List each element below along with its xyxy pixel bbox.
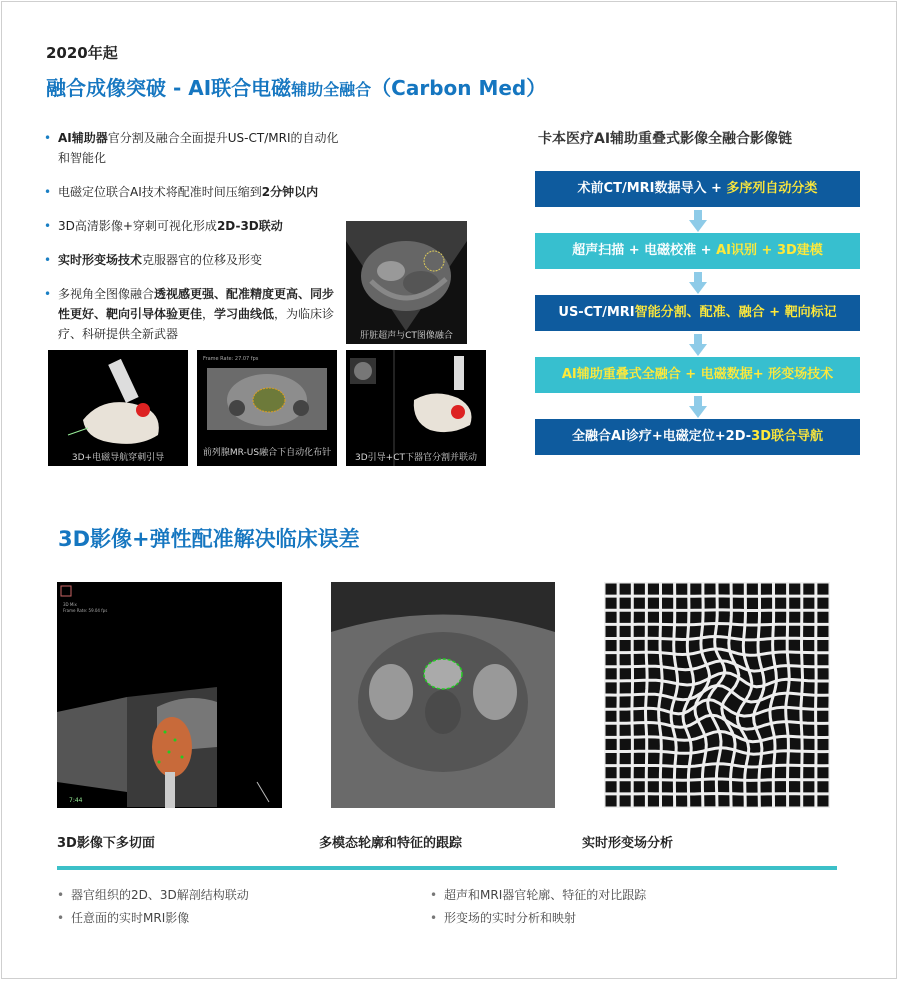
prostate-fusion-image [197, 350, 337, 466]
feature-list [44, 128, 344, 358]
deformation-grid-graphic [604, 582, 830, 808]
right-points [430, 884, 646, 930]
bullet-icon: • [430, 911, 438, 925]
image-caption: 3D影像下多切面 [57, 836, 155, 851]
grid-line [604, 794, 830, 795]
list-item: • 器官组织的2D、3D解剖结构联动 [57, 884, 249, 907]
bullet-icon: • [44, 185, 52, 199]
list-item: • 形变场的实时分析和映射 [430, 907, 646, 930]
page-title: 融合成像突破 - AI联合电磁辅助全融合（Carbon Med） [46, 76, 547, 100]
arrow-down-icon [689, 334, 707, 356]
chain-title: 卡本医疗AI辅助重叠式影像全融合影像链 [538, 131, 793, 147]
bullet-icon: • [430, 888, 438, 902]
mri-tracking-image [331, 582, 555, 808]
chain-step-2: 超声扫描 + 电磁校准 + AI识别 + 3D建模 [535, 233, 860, 269]
depth-readout: 7:44 [69, 797, 83, 804]
bullet-icon: • [57, 888, 65, 902]
chain-step-1: 术前CT/MRI数据导入 + 多序列自动分类 [535, 171, 860, 207]
image-meta: Frame Rate: 27.07 fps [203, 356, 259, 362]
em-nav-image [48, 350, 188, 466]
grid-line [801, 582, 803, 808]
arrow-down-icon [689, 396, 707, 418]
arrow-down-icon [689, 210, 707, 232]
liver-fusion-image [346, 221, 467, 344]
multi-plane-graphic [57, 582, 282, 808]
bullet-icon: • [57, 911, 65, 925]
list-item: • 超声和MRI器官轮廓、特征的对比跟踪 [430, 884, 646, 907]
bullet-icon: • [44, 219, 52, 233]
grid-line [786, 582, 790, 808]
section-title: 3D影像+弹性配准解决临床误差 [58, 527, 360, 551]
image-caption: 实时形变场分析 [582, 836, 674, 851]
year-label: 2020年起 [46, 44, 118, 62]
mri-contour-graphic [331, 582, 555, 808]
image-caption: 肝脏超声与CT图像融合 [360, 331, 453, 341]
ultrasound-ct-graphic [346, 221, 467, 344]
chain-step-5: 全融合AI诊疗+电磁定位+2D-3D联合导航 [535, 419, 860, 455]
list-item: • 实时形变场技术克服器官的位移及形变 [44, 250, 344, 270]
image-caption: 前列腺MR-US融合下自动化布针 [202, 448, 332, 458]
ct-seg-image [346, 350, 486, 466]
chain-step-3: US-CT/MRI智能分割、配准、融合 + 靶向标记 [535, 295, 860, 331]
bullet-icon: • [44, 131, 52, 145]
bullet-icon: • [44, 253, 52, 267]
list-item: • AI辅助器官分割及融合全面提升US-CT/MRI的自动化和智能化 [44, 128, 344, 168]
multi-plane-image [57, 582, 282, 808]
chain-step-4: AI辅助重叠式全融合 + 电磁数据+ 形变场技术 [535, 357, 860, 393]
pelvis-3d-graphic [48, 350, 188, 466]
image-caption: 3D引导+CT下器官分割并联动 [355, 453, 477, 463]
list-item: • 任意面的实时MRI影像 [57, 907, 249, 930]
arrow-down-icon [689, 272, 707, 294]
image-caption: 3D+电磁导航穿刺引导 [71, 453, 165, 463]
grid-line [604, 779, 830, 781]
divider [57, 866, 837, 870]
list-item: • 电磁定位联合AI技术将配准时间压缩到2分钟以内 [44, 182, 344, 202]
bullet-icon: • [44, 287, 52, 301]
image-caption: 多模态轮廓和特征的跟踪 [319, 836, 463, 851]
image-meta: 3D Mix Frame Rate: 59.04 fps [63, 602, 108, 613]
list-item: • 多视角全图像融合透视感更强、配准精度更高、同步性更好、靶向引导体验更佳，学习曲线低，为临床诊疗、科研提供全新武器 [44, 284, 344, 344]
ct-3d-graphic [346, 350, 486, 466]
list-item: • 3D高清影像+穿刺可视化形成2D-3D联动 [44, 216, 344, 236]
left-points [57, 884, 249, 930]
grid-line [816, 582, 817, 808]
deformation-field-image [604, 582, 830, 808]
